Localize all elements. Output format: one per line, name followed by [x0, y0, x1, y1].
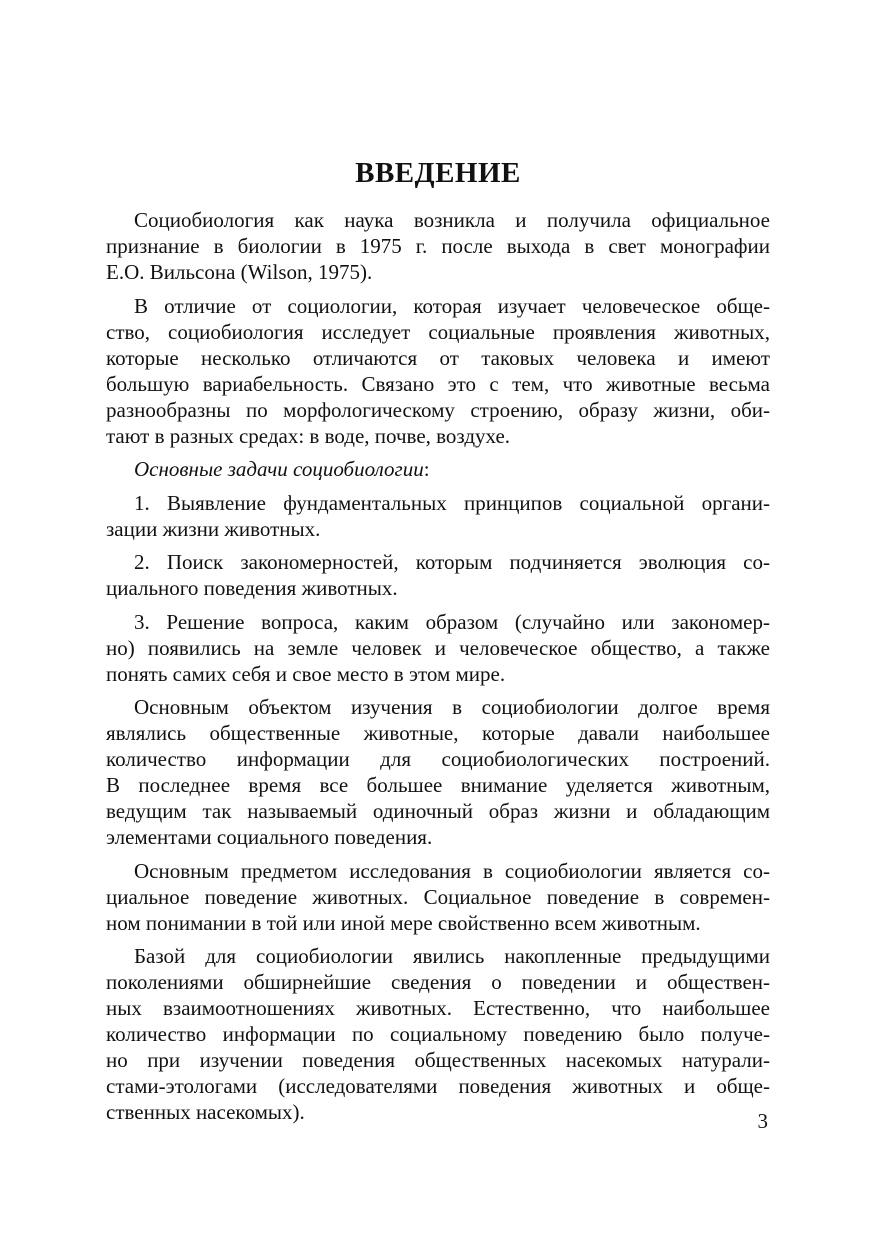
text-line: 3. Решение вопроса, каким образом (случайно или закономер- [134, 609, 770, 634]
text-line: зации жизни животных. [106, 516, 321, 541]
paragraph-subject [106, 858, 770, 936]
paragraph-2 [106, 293, 770, 449]
paragraph-object [106, 694, 770, 850]
text-line: разнообразны по морфологическому строению, образу жизни, оби- [106, 397, 770, 422]
page-number: 3 [757, 1109, 768, 1133]
text-line: большую вариабельность. Связано это с тем, что животные весьма [106, 371, 770, 396]
tasks-label-colon: : [423, 457, 430, 481]
text-line: понять самих себя и свое место в этом мире. [106, 661, 506, 686]
text-line: но) появились на земле человек и человеческое общество, а также [106, 635, 770, 660]
text-line: 2. Поиск закономерностей, которым подчиняется эволюция со- [134, 550, 770, 574]
paragraph-basis [106, 943, 770, 1125]
text-line: 1. Выявление фундаментальных принципов социальной органи- [134, 490, 770, 515]
text-line: Е.О. Вильсона (Wilson, 1975). [106, 260, 373, 284]
text-line: ном понимании в той или иной мере свойственно всем животным. [106, 910, 701, 935]
text-line: Социобиология как наука возникла и получила официальное [134, 208, 770, 232]
chapter-title: ВВЕДЕНИЕ [355, 157, 521, 189]
text-line: Основным объектом изучения в социобиологии долгое время [134, 695, 770, 719]
text-line: ных взаимоотношениях животных. Естественно, что наибольшее [106, 996, 770, 1020]
text-line: В отличие от социологии, которая изучает человеческое обще- [134, 293, 770, 318]
text-line: ведущим так называемый одиночный образ жизни и обладающим [106, 799, 770, 823]
text-line: которые несколько отличаются от таковых человека и имеют [106, 345, 770, 370]
text-line: количество информации по социальному поведению было получе- [106, 1022, 770, 1046]
text-line: элементами социального поведения. [106, 825, 433, 849]
text-line [106, 456, 770, 482]
text-line: ство, социобиология исследует социальные проявления животных, [106, 319, 770, 344]
text-line: поколениями обширнейшие сведения о поведении и обществен- [106, 970, 770, 994]
text-line: Базой для социобиологии явились накопленные предыдущими [134, 944, 770, 968]
text-line: стами-этологами (исследователями поведения животных и обще- [106, 1074, 770, 1098]
text-line: но при изучении поведения общественных насекомых натурали- [106, 1048, 770, 1072]
text-line: тают в разных средах: в воде, почве, воздухе. [106, 423, 511, 448]
body-text [106, 207, 770, 1133]
text-line: циальное поведение животных. Социальное поведение в современ- [106, 884, 770, 909]
tasks-heading [106, 456, 770, 482]
tasks-label: Основные задачи социобиологии [134, 457, 424, 481]
text-line: В последнее время все большее внимание уделяется животным, [106, 773, 770, 797]
task-1 [106, 490, 770, 542]
task-2 [106, 549, 770, 601]
text-line: являлись общественные животные, которые давали наибольшее [106, 721, 770, 745]
text-line: Основным предметом исследования в социобиологии является со- [134, 858, 770, 883]
text-line: количество информации для социобиологических построений. [106, 747, 770, 771]
text-line: циального поведения животных. [106, 576, 398, 600]
paragraph-1 [106, 207, 770, 285]
text-line: признание в биологии в 1975 г. после выхода в свет монографии [106, 234, 770, 258]
text-line: ственных насекомых). [106, 1100, 305, 1124]
task-3 [106, 609, 770, 687]
